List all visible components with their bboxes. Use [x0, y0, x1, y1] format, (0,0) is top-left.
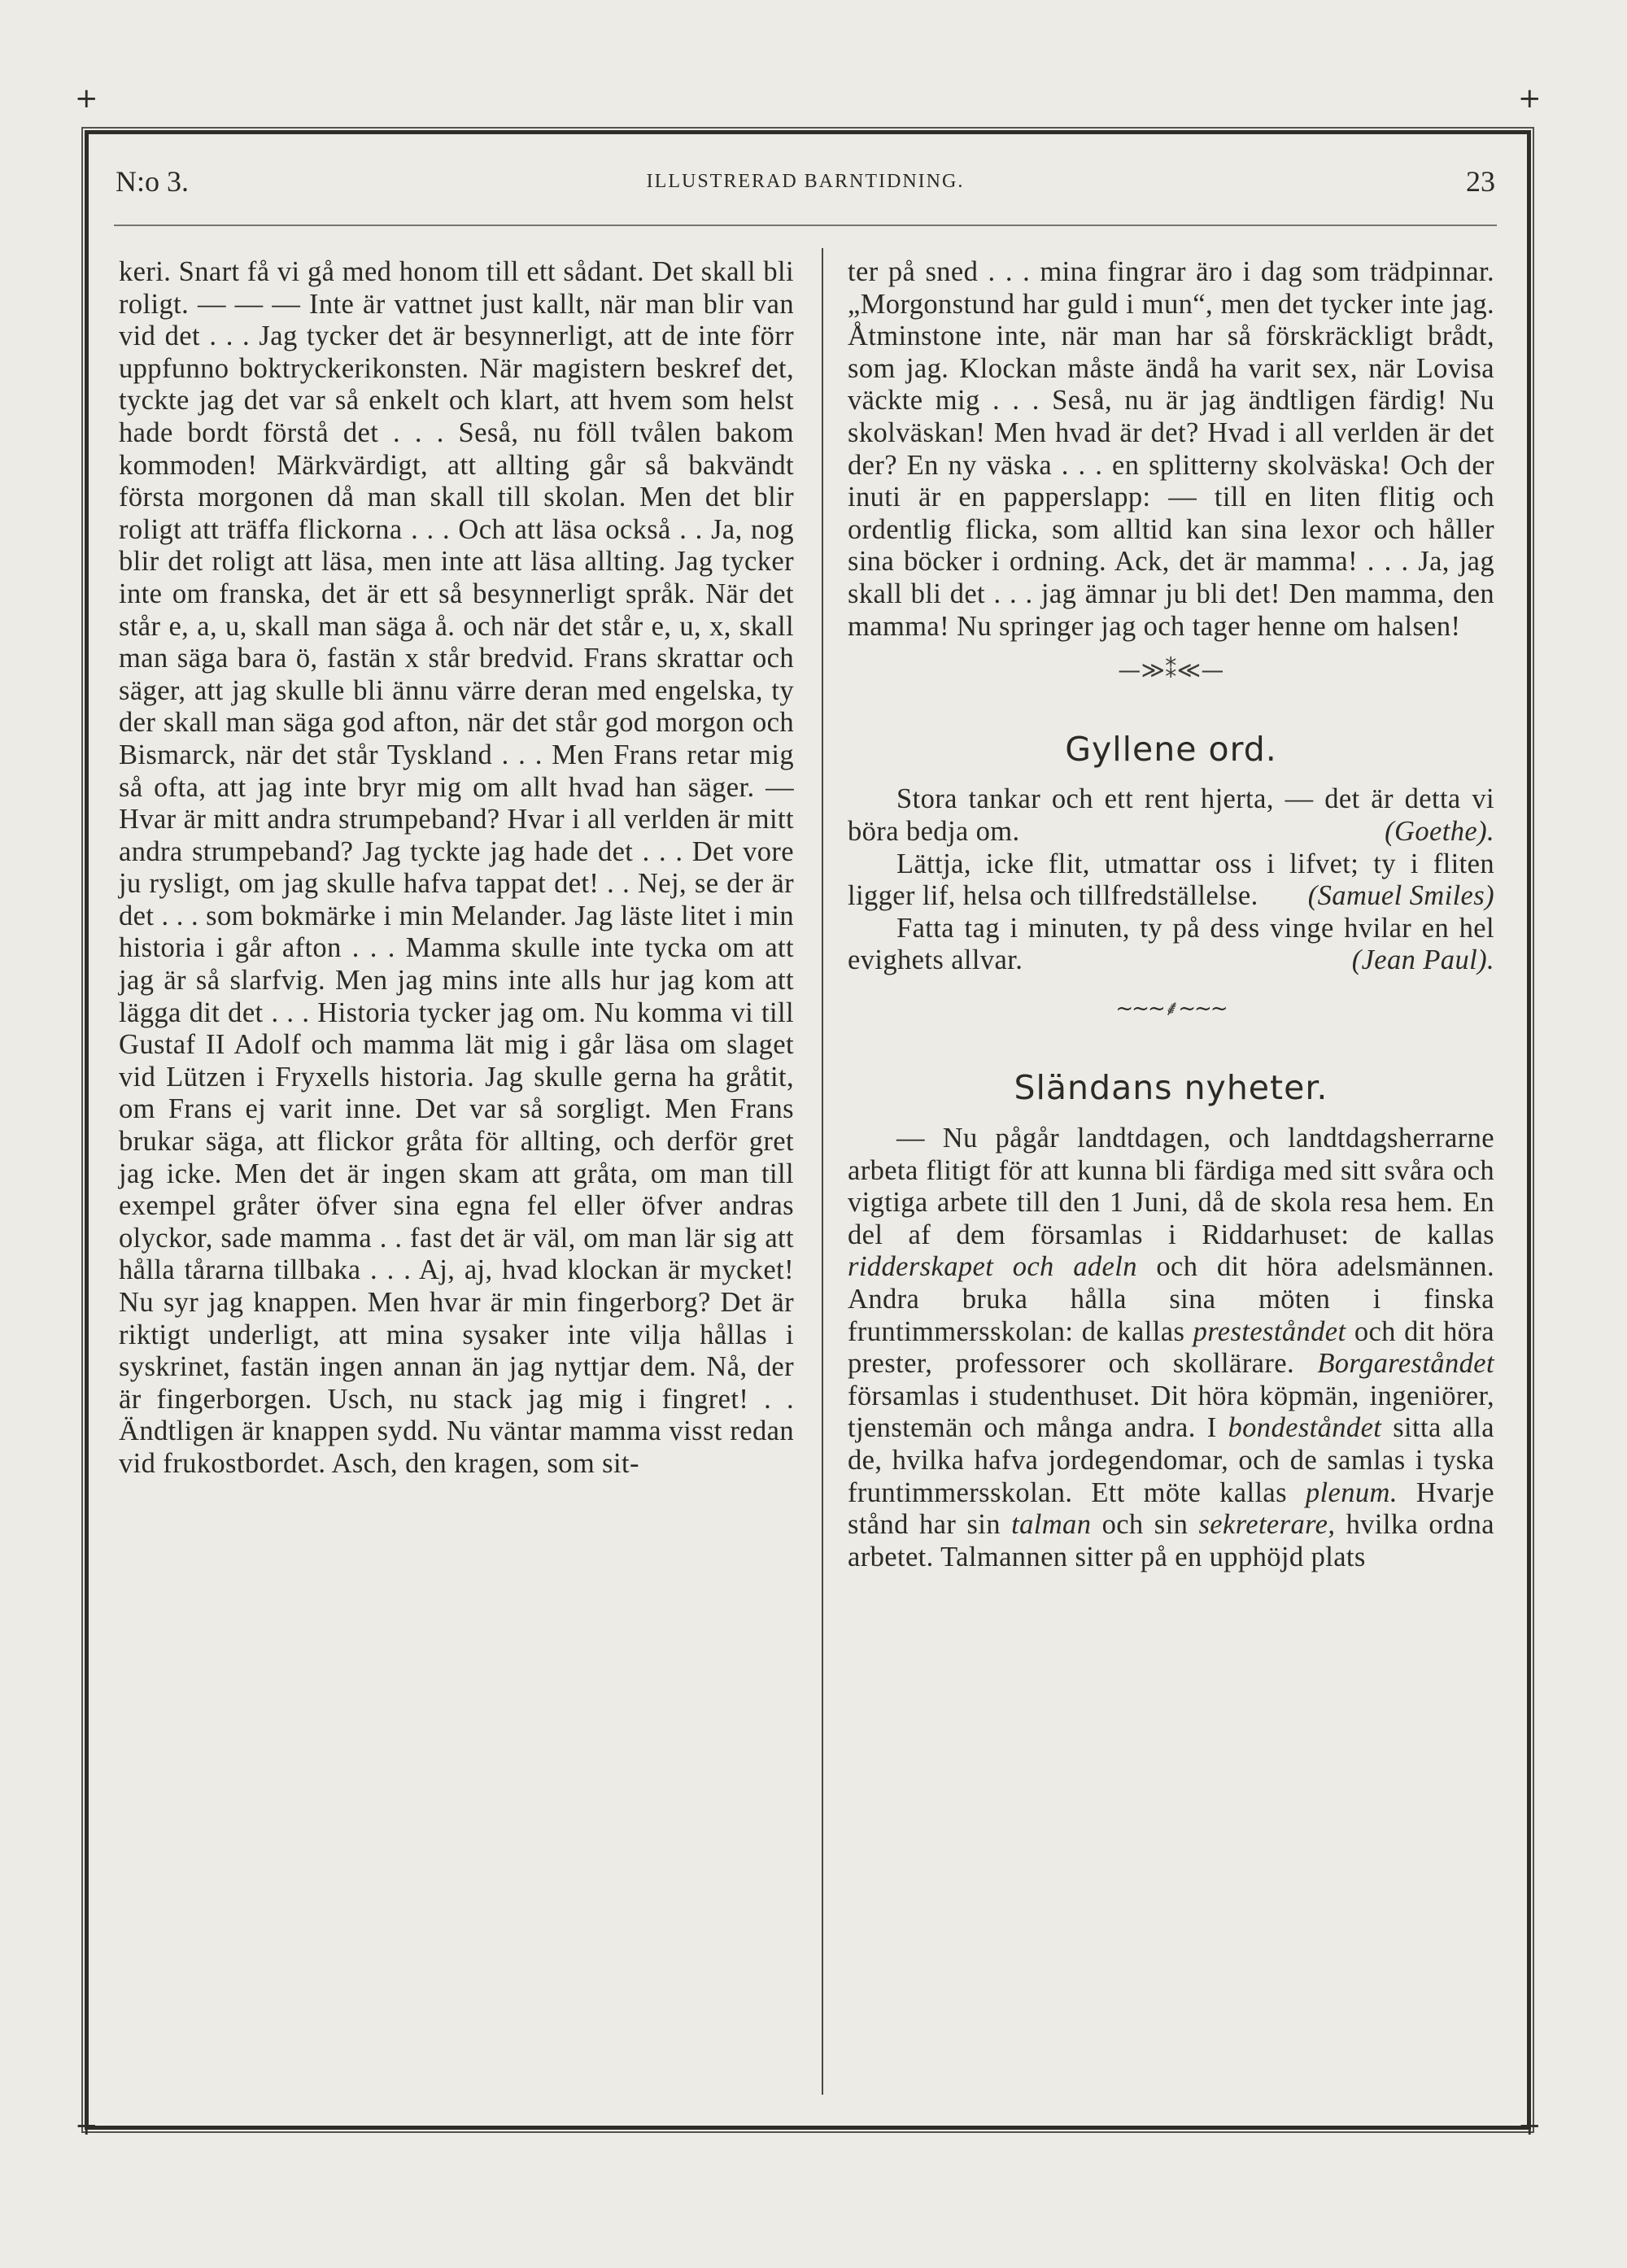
quote — [848, 783, 1494, 848]
news-text: — Nu pågår landtdagen, och landtdagsherrarne arbeta flitigt för att kunna bli färdiga med sitt svåra och vigtiga arbete till den 1 Juni, då de skola resa hem. En del af dem församlas i Riddarhuset: de kallas — [848, 1123, 1494, 1250]
page-number: 23 — [1466, 165, 1495, 198]
news-text: Hvarje stånd har sin — [848, 1476, 1494, 1541]
news-emphasis: Borgareståndet — [1317, 1348, 1494, 1380]
running-header — [114, 164, 1497, 205]
news-text: församlas i studenthuset. Dit höra köpmän, ingeniörer, tjenstemän och många andra. I — [848, 1380, 1494, 1444]
quote — [848, 848, 1494, 913]
news-emphasis: sekreterare, — [1198, 1509, 1336, 1541]
column-divider — [822, 248, 823, 2095]
corner-mark-top-right: + — [1518, 82, 1542, 115]
corner-mark-top-left: + — [75, 82, 98, 115]
section-title-slandans-nyheter: Sländans nyheter. — [1014, 1068, 1328, 1108]
news-emphasis: bondeståndet — [1228, 1412, 1382, 1444]
flourish-divider: ~~~⸙~~~ — [1115, 996, 1227, 1021]
news-paragraph — [848, 1123, 1494, 1573]
publication-title: ILLUSTRERAD BARNTIDNING. — [646, 171, 965, 192]
news-emphasis: ridderskapet och adeln — [848, 1251, 1137, 1283]
quote-source: (Samuel Smiles) — [1307, 880, 1494, 912]
story-continuation: ter på sned . . . mina fingrar äro i dag som trädpinnar. „Morgonstund har guld i mun“, men det tycker inte jag. Åtminstone inte, när man har så förskräckligt brådt, som jag. Klockan måste ändå ha varit sex, när Lovisa väckte mig . . . Seså, nu är jag ändtligen färdig! Nu skolväskan! Men hvad är det? Hvad i all verlden är det der? En ny väska . . . en splitterny skolväska! Och der inuti är en papperslapp: — till en liten flitig och ordentlig flicka, som alltid kan sina lexor och håller sina böcker i ordning. Ack, det är mamma! . . . Ja, jag skall bli det . . . jag ämnar ju bli det! Den mamma, den mamma! Nu springer jag och tager henne om halsen! — [848, 256, 1494, 642]
news-text: och dit höra adelsmännen. Andra bruka hålla sina möten i finska fruntimmersskolan: de kallas — [848, 1251, 1494, 1347]
right-column — [848, 256, 1494, 1573]
left-column — [119, 256, 794, 1481]
news-emphasis: plenum. — [1305, 1476, 1398, 1508]
quote-text: Fatta tag i minuten, ty på dess vinge hvilar en hel evighets allvar. — [848, 912, 1494, 976]
news-text: hvilka ordna arbetet. Talmannen sitter på en upphöjd plats — [848, 1509, 1494, 1572]
quote — [848, 913, 1494, 977]
quote-source: (Jean Paul). — [1351, 944, 1494, 976]
section-title-gyllene-ord: Gyllene ord. — [1065, 729, 1277, 769]
quote-source: (Goethe). — [1385, 815, 1494, 847]
corner-mark-bottom-right: + — [1518, 2109, 1542, 2142]
quote-text: Lättja, icke flit, utmattar oss i lifvet; ty i fliten ligger lif, helsa och tillfredställelse. — [848, 848, 1494, 912]
header-rule — [114, 225, 1497, 226]
corner-mark-bottom-left: + — [75, 2109, 98, 2142]
ornament-divider: —≫⁑≪— — [1118, 656, 1224, 684]
issue-number: N:o 3. — [116, 165, 189, 198]
news-text: och dit höra prester, professorer och skollärare. — [848, 1315, 1494, 1380]
news-emphasis: talman — [1011, 1509, 1092, 1541]
news-text: sitta alla de, hvilka hafva jordegendomar, och de samlas i tyska fruntimmersskolan. Ett möte kallas — [848, 1412, 1494, 1508]
quote-text: Stora tankar och ett rent hjerta, — det är detta vi böra bedja om. — [848, 783, 1494, 847]
story-text: keri. Snart få vi gå med honom till ett sådant. Det skall bli roligt. — — — Inte är vattnet just kallt, när man blir van vid det . . . Jag tycker det är besynnerligt, att de inte förr uppfunno boktryckerikonsten. När magistern beskref det, tyckte jag det var så enkelt och klart, att hvem som helst hade bordt förstå det . . . Seså, nu föll tvålen bakom kommoden! Märkvärdigt, att allting går så bakvändt första morgonen då man skall till skolan. Men det blir roligt att träffa flickorna . . . Och att läsa också . . Ja, nog blir det roligt att läsa, men inte att läsa allting. Jag tycker inte om franska, det är ett så besynnerligt språk. När det står e, a, u, skall man säga å. och när det står e, u, x, skall man säga bara ö, fastän x står bredvid. Frans skrattar och säger, att jag skulle bli ännu värre deran med engelska, ty der skall man säga god afton, när det står god morgon och Bismarck, när det står Tyskland . . . Men Frans retar mig så ofta, att jag inte bryr mig om allt hvad han säger. — Hvar är mitt andra strumpeband? Hvar i all verlden är mitt andra strumpeband? Jag tyckte jag hade det . . . Det vore ju rysligt, om jag skulle hafva tappat det! . . Nej, se der är det . . . som bokmärke i min Melander. Jag läste litet i min historia i går afton . . . Mamma skulle inte tycka om att jag är så slarfvig. Men jag mins inte alls hur jag kom att lägga dit det . . . Historia tycker jag om. Nu komma vi till Gustaf II Adolf och mamma lät mig i går läsa om slaget vid Lützen i Fryxells historia. Jag skulle gerna ha gråtit, om Frans ej varit inne. Det var så sorgligt. Men Frans brukar säga, att flickor gråta för allting, och derför gret jag icke. Men det är ingen skam att gråta, om man till exempel gråter öfver sina egna fel eller öfver andras olyckor, sade mamma . . fast det är väl, om man lär sig att hålla tårarna tillbaka . . . Aj, aj, hvad klockan är mycket! Nu syr jag knappen. Men hvar är min fingerborg? Det är riktigt underligt, att mina sysaker inte vilja hållas i syskrinet, fastän ingen annan än jag nyttjar dem. Nå, der är fingerborgen. Usch, nu stack jag mig i fingret! . . Ändtligen är knappen sydd. Nu väntar mamma visst redan vid frukostbordet. Asch, den kragen, som sit- — [119, 256, 794, 1479]
news-emphasis: presteståndet — [1193, 1315, 1346, 1347]
news-text: och sin — [1091, 1509, 1199, 1541]
